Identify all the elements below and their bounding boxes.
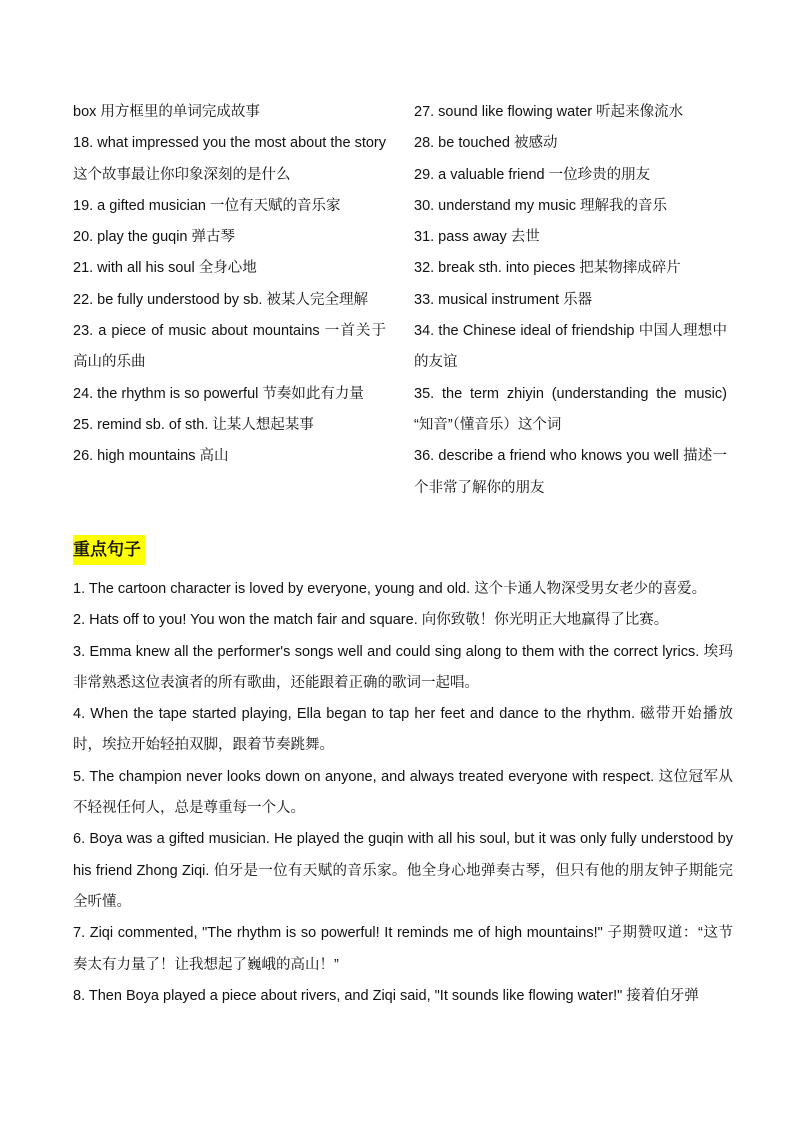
phrase-item: box 用方框里的单词完成故事 [73, 104, 260, 120]
sentence-item: 8. Then Boya played a piece about rivers, and Ziqi said, "It sounds like flowing water!" 接着伯牙弹 [73, 987, 699, 1004]
phrase-item: 23. a piece of music about mountains 一首关于高山的乐曲 [73, 323, 386, 371]
sentence-item: 3. Emma knew all the performer's songs well and could sing along to them with the correct lyrics. 埃玛非常熟悉这位表演者的所有歌曲，还能跟着正确的歌词一起唱。 [73, 643, 733, 691]
phrase-list-right [414, 97, 727, 504]
sentence-item: 4. When the tape started playing, Ella began to tap her feet and dance to the rhythm. 磁带开始播放时，埃拉开始轻拍双脚，跟着节奏跳舞。 [73, 706, 733, 754]
section-heading-wrap [73, 535, 145, 565]
phrase-item: 19. a gifted musician 一位有天赋的音乐家 [73, 197, 341, 214]
phrase-item: 34. the Chinese ideal of friendship 中国人理想中的友谊 [414, 323, 727, 371]
phrase-item: 21. with all his soul 全身心地 [73, 260, 257, 277]
phrase-item: 35. the term zhiyin (understanding the music) “知音”（懂音乐）这个词 [414, 385, 727, 433]
phrase-item: 29. a valuable friend 一位珍贵的朋友 [414, 166, 651, 183]
sentence-item: 7. Ziqi commented, "The rhythm is so powerful! It reminds me of high mountains!" 子期赞叹道：“这节奏太有力量了！让我想起了巍峨的高山！” [73, 925, 733, 973]
sentence-item: 1. The cartoon character is loved by everyone, young and old. 这个卡通人物深受男女老少的喜爱。 [73, 581, 707, 597]
phrase-item: 31. pass away 去世 [414, 229, 540, 246]
phrase-item: 20. play the guqin 弹古琴 [73, 229, 236, 246]
phrase-item: 30. understand my music 理解我的音乐 [414, 197, 668, 214]
phrase-item: 25. remind sb. of sth. 让某人想起某事 [73, 416, 314, 433]
phrase-item: 33. musical instrument 乐器 [414, 291, 593, 308]
phrase-item: 36. describe a friend who knows you well 描述一个非常了解你的朋友 [414, 448, 727, 496]
phrase-item: 22. be fully understood by sb. 被某人完全理解 [73, 291, 368, 308]
sentence-item: 2. Hats off to you! You won the match fair and square. 向你致敬！你光明正大地赢得了比赛。 [73, 612, 669, 629]
section-heading: 重点句子 [73, 535, 145, 565]
phrase-item: 18. what impressed you the most about the story 这个故事最让你印象深刻的是什么 [73, 135, 386, 183]
phrase-item: 24. the rhythm is so powerful 节奏如此有力量 [73, 385, 364, 402]
phrase-list-left [73, 97, 386, 473]
sentence-item: 6. Boya was a gifted musician. He played the guqin with all his soul, but it was only fully understood by his friend Zhong Ziqi. 伯牙是一位有天赋的音乐家。他全身心地弹奏古琴，但只有他的朋友钟子期能完全听懂。 [73, 831, 733, 910]
sentence-item: 5. The champion never looks down on anyone, and always treated everyone with respect. 这位冠军从不轻视任何人，总是尊重每一个人。 [73, 768, 733, 817]
key-sentences [73, 574, 733, 1012]
phrase-item: 28. be touched 被感动 [414, 135, 558, 152]
phrase-item: 32. break sth. into pieces 把某物摔成碎片 [414, 260, 681, 277]
phrase-item: 26. high mountains 高山 [73, 448, 229, 465]
phrase-item: 27. sound like flowing water 听起来像流水 [414, 104, 684, 120]
